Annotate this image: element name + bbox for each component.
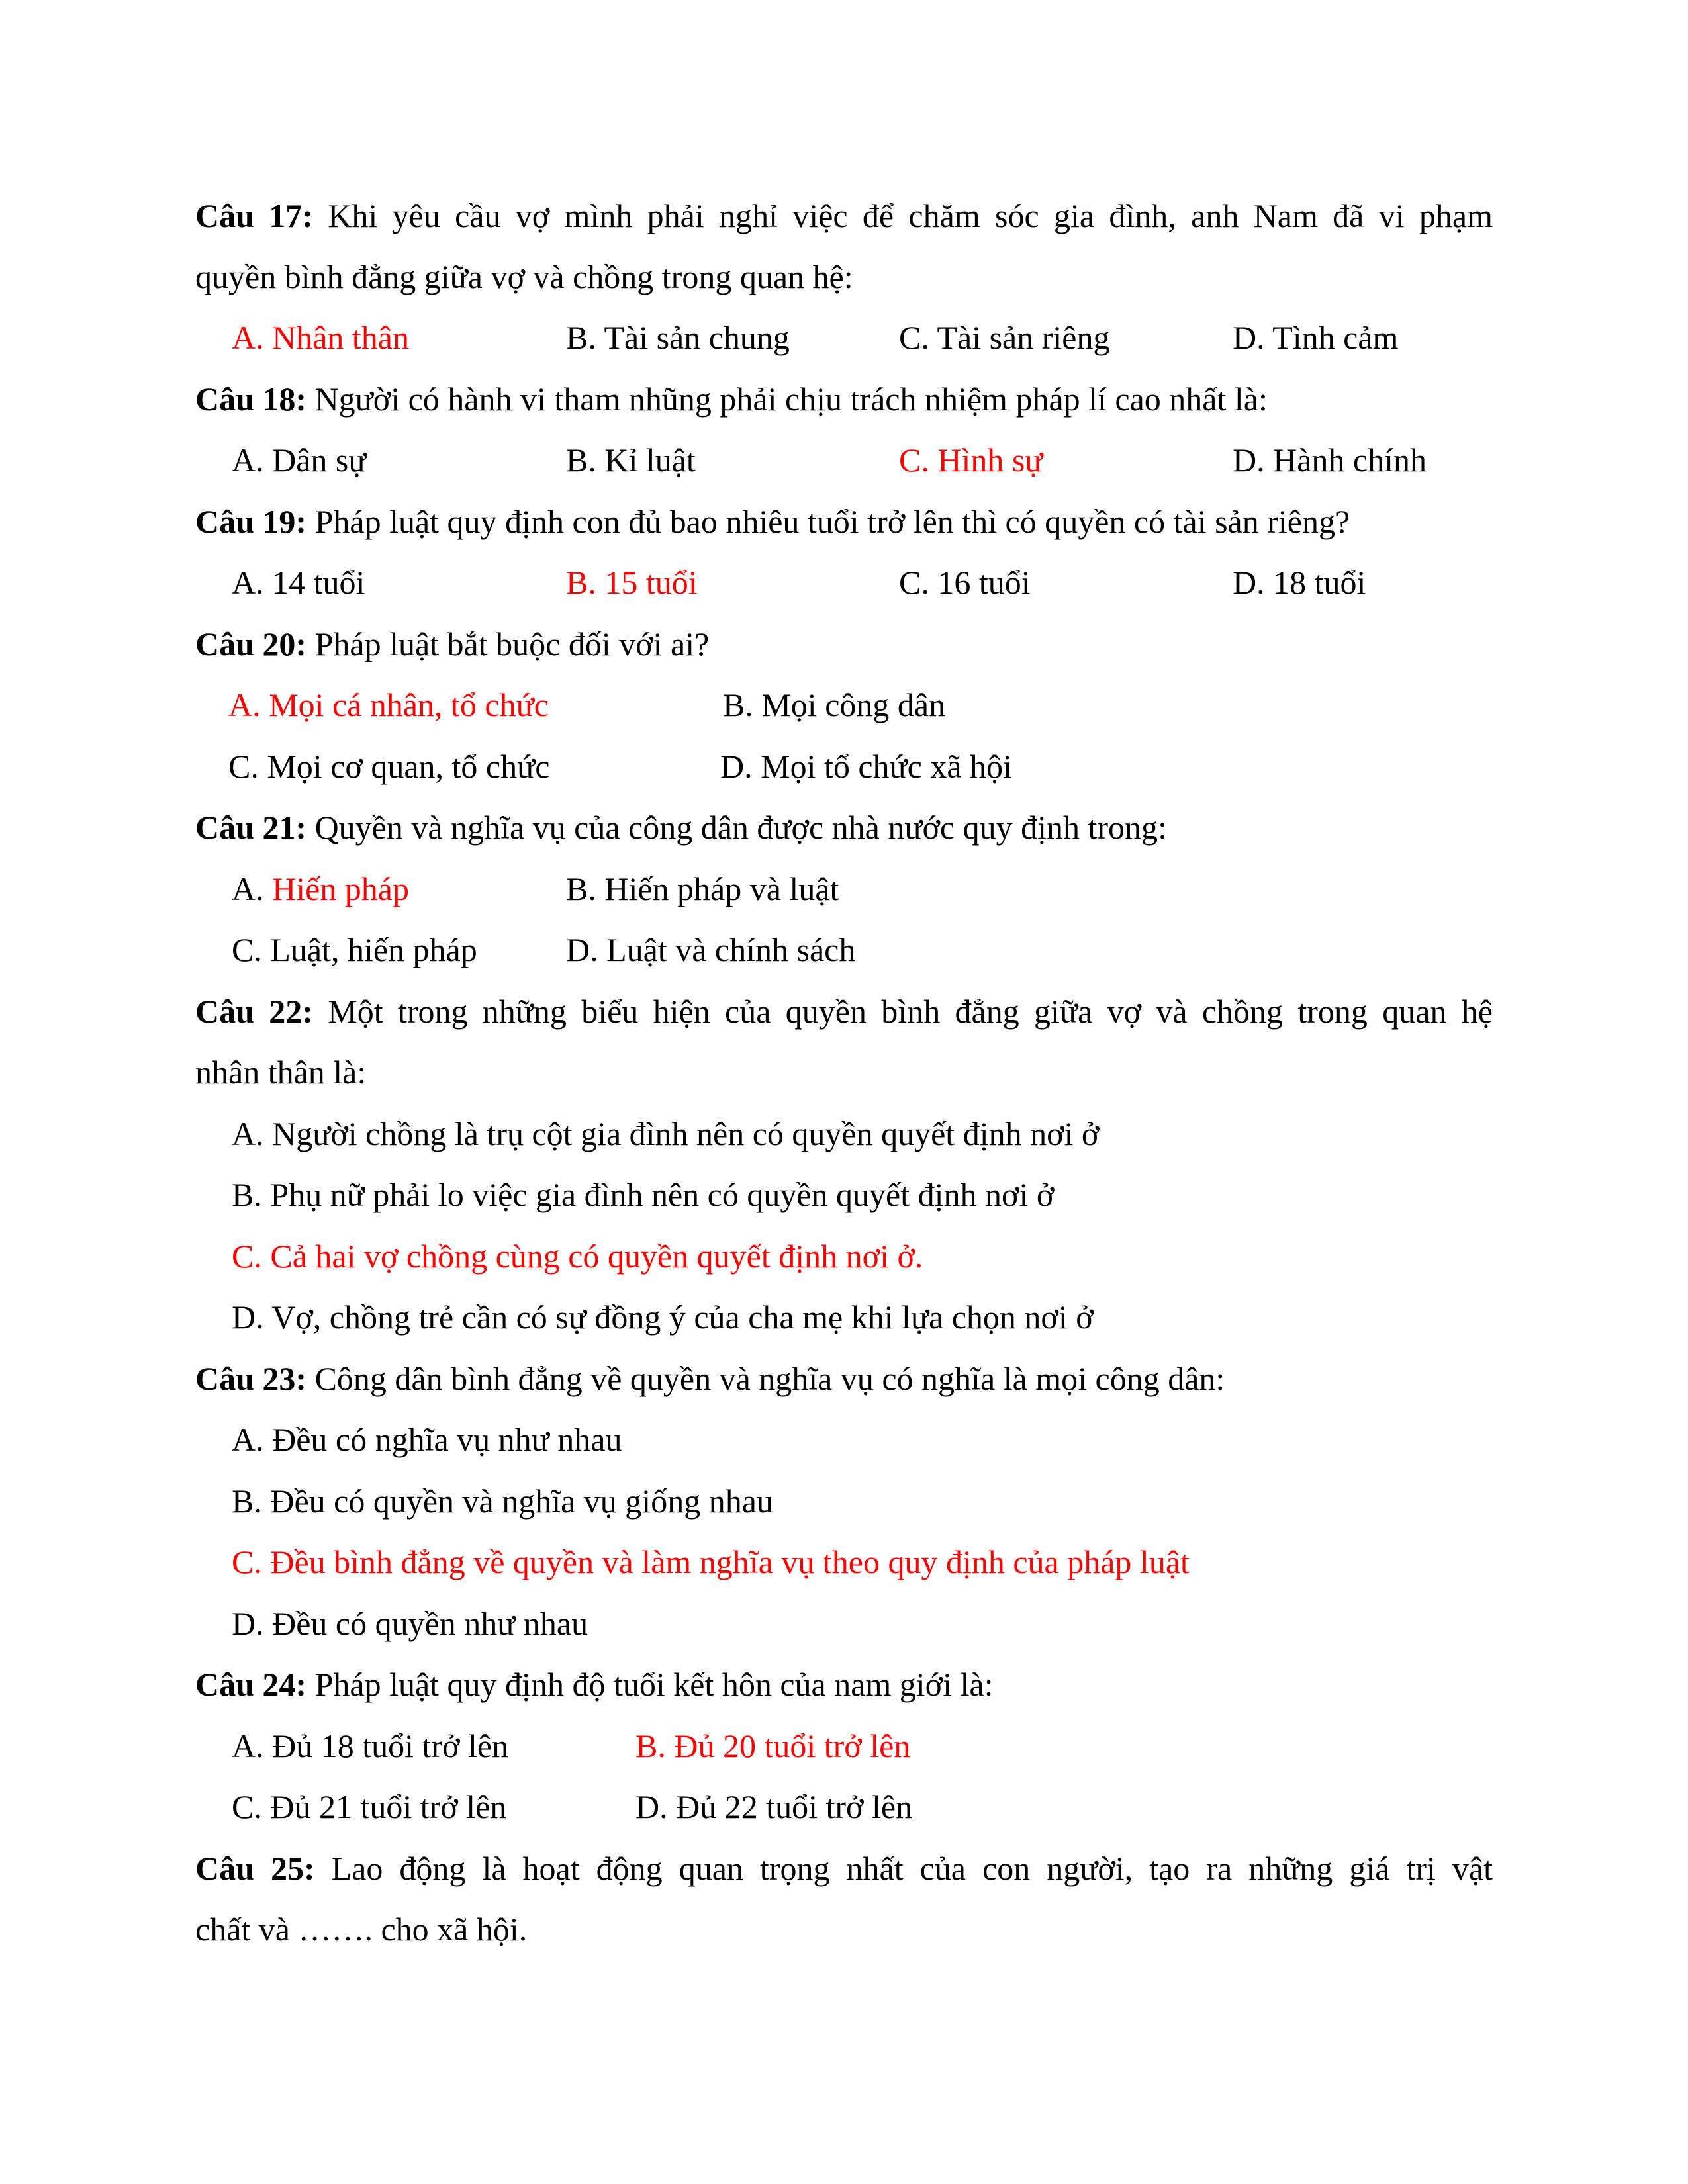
- option-d: D. Mọi tổ chức xã hội: [720, 748, 1012, 785]
- question-text: Pháp luật quy định con đủ bao nhiêu tuổi trở lên thì có quyền có tài sản riêng?: [306, 503, 1350, 540]
- question-20-options-row-2: [0, 740, 1688, 793]
- option-b: B. Đều có quyền và nghĩa vụ giống nhau: [232, 1482, 773, 1520]
- question-21: [0, 801, 1688, 854]
- question-25-stem-line-1: [195, 1842, 1493, 1895]
- question-label: Câu 20:: [195, 625, 307, 662]
- question-text: chất và ……. cho xã hội.: [195, 1911, 528, 1948]
- question-23-stem: [195, 1352, 1225, 1405]
- option-a: A. Dân sự: [232, 441, 367, 478]
- question-18: [0, 373, 1688, 426]
- option-a: A. Đều có nghĩa vụ như nhau: [232, 1421, 622, 1458]
- question-label: Câu 22:: [195, 993, 313, 1030]
- question-text: Quyền và nghĩa vụ của công dân được nhà nước quy định trong:: [306, 809, 1167, 846]
- option-b: B. Mọi công dân: [723, 686, 946, 723]
- question-24: [0, 1658, 1688, 1711]
- question-19-options: [0, 556, 1688, 609]
- question-21-options-row-1: [0, 862, 1688, 915]
- option-a-correct: A. Nhân thân: [232, 319, 409, 356]
- question-22-stem-line-2: [0, 1046, 1688, 1099]
- option-c-correct: C. Đều bình đẳng về quyền và làm nghĩa vụ theo quy định của pháp luật: [232, 1543, 1190, 1580]
- question-text: Pháp luật bắt buộc đối với ai?: [306, 625, 710, 662]
- question-25-stem-line-2: [0, 1903, 1688, 1956]
- option-c: C. Mọi cơ quan, tổ chức: [228, 748, 550, 785]
- option-c: C. Tài sản riêng: [899, 319, 1110, 356]
- option-a: [232, 862, 409, 915]
- question-text: Lao động là hoạt động quan trọng nhất của con người, tạo ra những giá trị vật: [314, 1850, 1493, 1887]
- question-17-stem-line-2: [0, 250, 1688, 303]
- option-b: B. Phụ nữ phải lo việc gia đình nên có quyền quyết định nơi ở: [232, 1176, 1055, 1213]
- question-text: quyền bình đẳng giữa vợ và chồng trong quan hệ:: [195, 258, 853, 295]
- question-text: Pháp luật quy định độ tuổi kết hôn của nam giới là:: [306, 1666, 994, 1703]
- question-label: Câu 21:: [195, 809, 307, 846]
- option-d: D. Tình cảm: [1233, 319, 1399, 356]
- option-b: B. Hiến pháp và luật: [566, 870, 839, 907]
- option-a-correct: A. Mọi cá nhân, tổ chức: [228, 686, 549, 723]
- option-c: C. Luật, hiến pháp: [232, 931, 477, 968]
- option-b: B. Tài sản chung: [566, 319, 790, 356]
- option-d: D. Vợ, chồng trẻ cần có sự đồng ý của cha mẹ khi lựa chọn nơi ở: [232, 1298, 1094, 1336]
- question-23-option-b: [0, 1475, 1688, 1527]
- question-20-stem: [195, 617, 709, 670]
- question-19: [0, 495, 1688, 548]
- option-c: C. 16 tuổi: [899, 564, 1031, 601]
- question-24-options-row-2: [0, 1780, 1688, 1833]
- question-label: Câu 17:: [195, 197, 313, 234]
- question-text: Một trong những biểu hiện của quyền bình đẳng giữa vợ và chồng trong quan hệ: [312, 993, 1493, 1030]
- option-c-correct: C. Hình sự: [899, 441, 1043, 478]
- question-19-stem: [195, 495, 1350, 548]
- question-23-option-d: [0, 1597, 1688, 1650]
- option-a-prefix: A.: [232, 870, 273, 907]
- option-d: D. 18 tuổi: [1233, 564, 1366, 601]
- option-b: B. Kỉ luật: [566, 441, 696, 478]
- option-c-correct: C. Cả hai vợ chồng cùng có quyền quyết định nơi ở.: [232, 1238, 923, 1275]
- question-21-stem: [195, 801, 1167, 854]
- question-20-options-row-1: [0, 678, 1688, 731]
- option-a: A. Đủ 18 tuổi trở lên: [232, 1727, 509, 1764]
- question-22: [0, 985, 1688, 1038]
- question-label: Câu 18:: [195, 381, 307, 418]
- question-label: Câu 25:: [195, 1850, 315, 1887]
- option-b-correct: B. Đủ 20 tuổi trở lên: [635, 1727, 911, 1764]
- question-18-stem: [195, 373, 1268, 426]
- option-b-correct: B. 15 tuổi: [566, 564, 698, 601]
- question-22-option-c: [0, 1230, 1688, 1283]
- option-a: A. Người chồng là trụ cột gia đình nên có quyền quyết định nơi ở: [232, 1115, 1100, 1152]
- question-text: Công dân bình đẳng về quyền và nghĩa vụ có nghĩa là mọi công dân:: [306, 1360, 1225, 1397]
- question-22-option-b: [0, 1168, 1688, 1221]
- option-d: D. Hành chính: [1233, 441, 1427, 478]
- question-21-options-row-2: [0, 923, 1688, 976]
- question-25: [0, 1842, 1688, 1895]
- question-17: [0, 189, 1688, 242]
- question-22-stem-line-1: [195, 985, 1493, 1038]
- question-20: [0, 617, 1688, 670]
- question-24-options-row-1: [0, 1719, 1688, 1772]
- question-label: Câu 24:: [195, 1666, 307, 1703]
- option-d: D. Luật và chính sách: [566, 931, 856, 968]
- question-text: Người có hành vi tham nhũng phải chịu trách nhiệm pháp lí cao nhất là:: [306, 381, 1268, 418]
- question-label: Câu 23:: [195, 1360, 307, 1397]
- option-a: A. 14 tuổi: [232, 564, 365, 601]
- question-23-option-a: [0, 1413, 1688, 1466]
- question-text: nhân thân là:: [195, 1054, 367, 1091]
- question-24-stem: [195, 1658, 993, 1711]
- question-23-option-c: [0, 1535, 1688, 1588]
- question-22-option-d: [0, 1291, 1688, 1343]
- question-label: Câu 19:: [195, 503, 307, 540]
- question-text: Khi yêu cầu vợ mình phải nghỉ việc để chăm sóc gia đình, anh Nam đã vi phạm: [312, 197, 1493, 234]
- question-18-options: [0, 433, 1688, 486]
- option-d: D. Đủ 22 tuổi trở lên: [635, 1788, 913, 1825]
- question-23: [0, 1352, 1688, 1405]
- question-17-stem-line-1: [195, 189, 1493, 242]
- option-a-correct-text: Hiến pháp: [272, 870, 409, 907]
- question-17-options: [0, 311, 1688, 364]
- question-22-option-a: [0, 1107, 1688, 1160]
- option-c: C. Đủ 21 tuổi trở lên: [232, 1788, 507, 1825]
- option-d: D. Đều có quyền như nhau: [232, 1605, 588, 1642]
